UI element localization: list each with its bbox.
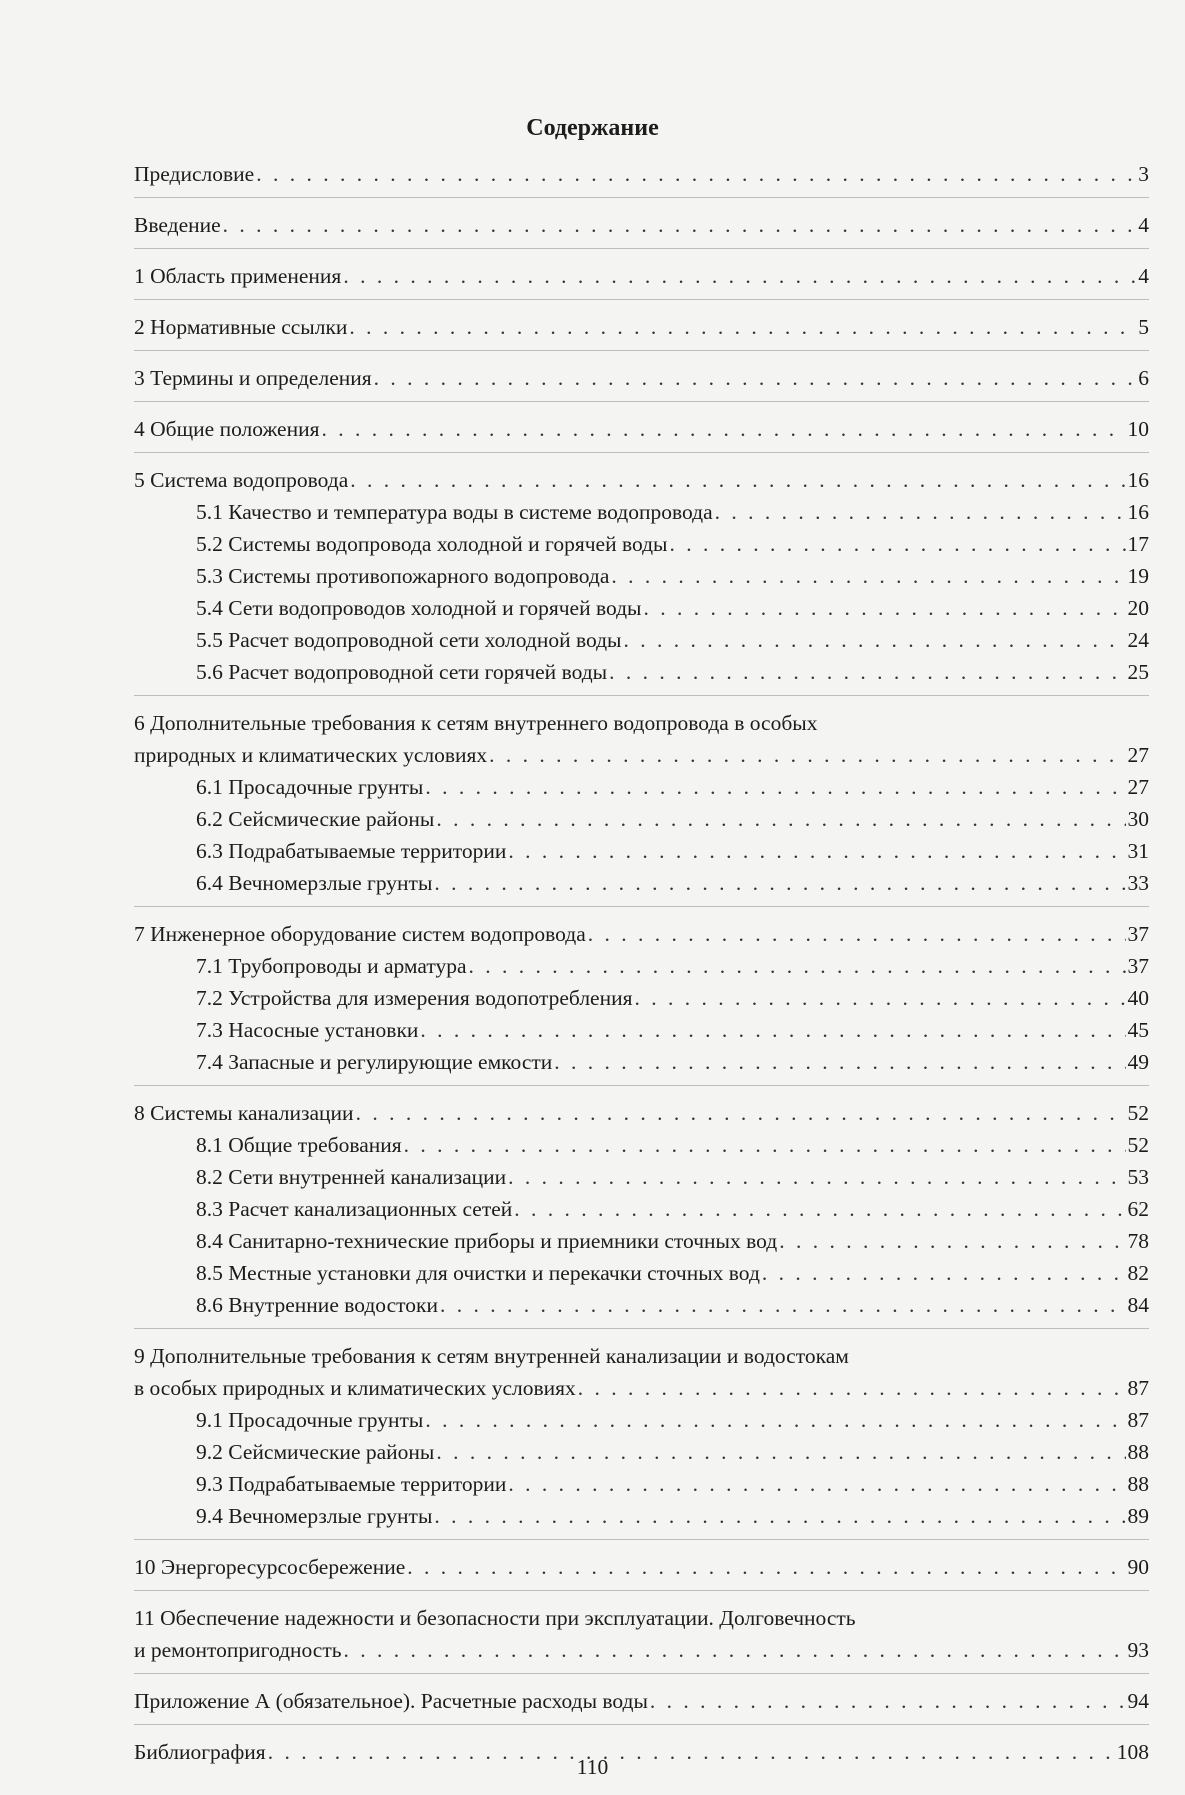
toc-subentry <box>134 1046 1149 1078</box>
dot-leader <box>588 918 1126 950</box>
toc-entry <box>134 1372 1149 1404</box>
toc-subentry <box>134 835 1149 867</box>
page-title: Содержание <box>526 115 659 141</box>
toc-subentry-page: 49 <box>1127 1050 1149 1074</box>
toc-subentry-page: 89 <box>1127 1504 1149 1528</box>
toc-group <box>134 906 1149 1085</box>
toc-group <box>134 350 1149 401</box>
toc-group <box>134 248 1149 299</box>
toc-subentry-label: 8.1 Общие требования <box>196 1133 402 1157</box>
dot-leader <box>650 1685 1126 1717</box>
toc-entry-page: 52 <box>1127 1101 1149 1125</box>
toc-entry <box>134 1685 1149 1717</box>
toc-entry-label: 1 Область применения <box>134 264 342 288</box>
toc-subentry-label: 5.3 Системы противопожарного водопровода <box>196 564 610 588</box>
dot-leader <box>469 950 1126 982</box>
toc-subentry-page: 40 <box>1127 986 1149 1010</box>
toc-subentry-label: 7.2 Устройства для измерения водопотребления <box>196 986 633 1010</box>
toc-group <box>134 1590 1149 1673</box>
toc-subentry <box>134 803 1149 835</box>
dot-leader <box>343 260 1136 292</box>
toc-entry-label: Библиография <box>134 1740 266 1764</box>
toc-entry-label-line: 9 Дополнительные требования к сетям внутренней канализации и водостокам <box>134 1344 849 1368</box>
toc-entry-label: природных и климатических условиях <box>134 743 488 767</box>
toc-entry-page: 4 <box>1138 264 1149 288</box>
toc-subentry-label: 7.1 Трубопроводы и арматура <box>196 954 467 978</box>
toc-subentry-label: 9.4 Вечномерзлые грунты <box>196 1504 433 1528</box>
toc-group <box>134 452 1149 695</box>
dot-leader <box>256 158 1136 190</box>
toc-entry <box>134 1634 1149 1666</box>
dot-leader <box>554 1046 1125 1078</box>
toc-entry-label: и ремонтопригодность <box>134 1638 342 1662</box>
dot-leader <box>611 560 1125 592</box>
toc-subentry-page: 24 <box>1127 628 1149 652</box>
toc-entry <box>134 918 1149 950</box>
toc-subentry-label: 8.6 Внутренние водостоки <box>196 1293 438 1317</box>
toc-subentry-page: 27 <box>1127 775 1149 799</box>
toc-entry-page: 4 <box>1138 213 1149 237</box>
dot-leader <box>609 656 1125 688</box>
toc-group <box>134 158 1149 197</box>
dot-leader <box>644 592 1126 624</box>
dot-leader <box>624 624 1126 656</box>
toc-subentry <box>134 560 1149 592</box>
toc-entry <box>134 1551 1149 1583</box>
dot-leader <box>436 803 1125 835</box>
dot-leader <box>404 1129 1126 1161</box>
toc-subentry <box>134 1404 1149 1436</box>
toc-subentry-page: 33 <box>1127 871 1149 895</box>
dot-leader <box>223 209 1137 241</box>
toc-subentry-label: 5.4 Сети водопроводов холодной и горячей воды <box>196 596 642 620</box>
toc-entry-page: 37 <box>1127 922 1149 946</box>
toc-entry <box>134 464 1149 496</box>
toc-entry-label: 3 Термины и определения <box>134 366 372 390</box>
toc-subentry-page: 31 <box>1127 839 1149 863</box>
dot-leader <box>508 1468 1125 1500</box>
toc-subentry <box>134 1225 1149 1257</box>
toc-subentry-label: 9.3 Подрабатываемые территории <box>196 1472 507 1496</box>
toc-entry-page: 90 <box>1127 1555 1149 1579</box>
toc-entry-label: 8 Системы канализации <box>134 1101 354 1125</box>
toc-entry <box>134 739 1149 771</box>
toc-entry-label-line: 11 Обеспечение надежности и безопасности при эксплуатации. Долговечность <box>134 1606 856 1630</box>
dot-leader <box>407 1551 1125 1583</box>
toc-entry <box>134 158 1149 190</box>
toc-entry-page: 10 <box>1127 417 1149 441</box>
dot-leader <box>508 1161 1125 1193</box>
toc-subentry-page: 78 <box>1127 1229 1149 1253</box>
toc-entry-page: 94 <box>1127 1689 1149 1713</box>
toc-subentry-page: 84 <box>1127 1293 1149 1317</box>
toc-entry-label: 5 Система водопровода <box>134 468 349 492</box>
toc-group <box>134 1673 1149 1724</box>
toc-subentry-label: 5.1 Качество и температура воды в системе водопровода <box>196 500 713 524</box>
toc-group <box>134 695 1149 906</box>
toc-group <box>134 401 1149 452</box>
toc-subentry <box>134 1193 1149 1225</box>
toc-entry-page: 3 <box>1138 162 1149 186</box>
toc-subentry-page: 37 <box>1127 954 1149 978</box>
toc-entry <box>134 1097 1149 1129</box>
toc-subentry-label: 5.5 Расчет водопроводной сети холодной воды <box>196 628 622 652</box>
toc-subentry <box>134 496 1149 528</box>
toc-entry <box>134 209 1149 241</box>
toc-subentry-label: 5.6 Расчет водопроводной сети горячей воды <box>196 660 608 684</box>
toc-subentry-label: 6.4 Вечномерзлые грунты <box>196 871 433 895</box>
toc-entry-page: 16 <box>1127 468 1149 492</box>
toc-subentry-page: 88 <box>1127 1472 1149 1496</box>
toc-entry-page: 108 <box>1116 1740 1149 1764</box>
toc-subentry-page: 88 <box>1127 1440 1149 1464</box>
toc-group <box>134 1328 1149 1539</box>
toc-subentry-page: 52 <box>1127 1133 1149 1157</box>
toc-entry-page: 5 <box>1138 315 1149 339</box>
toc-subentry-page: 20 <box>1127 596 1149 620</box>
dot-leader <box>434 867 1125 899</box>
dot-leader <box>440 1289 1126 1321</box>
toc-subentry-page: 53 <box>1127 1165 1149 1189</box>
toc-subentry <box>134 982 1149 1014</box>
toc-subentry-label: 8.5 Местные установки для очистки и перекачки сточных вод <box>196 1261 760 1285</box>
toc-subentry <box>134 656 1149 688</box>
toc-subentry-label: 8.4 Санитарно-технические приборы и приемники сточных вод <box>196 1229 778 1253</box>
toc-group <box>134 1085 1149 1328</box>
toc-subentry <box>134 1257 1149 1289</box>
toc-entry-page: 93 <box>1127 1638 1149 1662</box>
dot-leader <box>322 413 1126 445</box>
toc-entry-label: Приложение А (обязательное). Расчетные расходы воды <box>134 1689 648 1713</box>
toc-entry-page: 6 <box>1138 366 1149 390</box>
toc-subentry-label: 8.2 Сети внутренней канализации <box>196 1165 507 1189</box>
toc-entry <box>134 260 1149 292</box>
toc-subentry-page: 19 <box>1127 564 1149 588</box>
toc-subentry <box>134 592 1149 624</box>
dot-leader <box>420 1014 1125 1046</box>
dot-leader <box>356 1097 1126 1129</box>
toc-subentry <box>134 1436 1149 1468</box>
toc-subentry-page: 30 <box>1127 807 1149 831</box>
toc-subentry <box>134 1468 1149 1500</box>
toc-subentry-label: 6.1 Просадочные грунты <box>196 775 424 799</box>
toc-entry-label-line: 6 Дополнительные требования к сетям внутреннего водопровода в особых <box>134 711 818 735</box>
toc-subentry-label: 9.2 Сейсмические районы <box>196 1440 435 1464</box>
toc-group <box>134 197 1149 248</box>
toc-entry-label: Введение <box>134 213 221 237</box>
dot-leader <box>635 982 1126 1014</box>
dot-leader <box>514 1193 1125 1225</box>
toc-subentry-page: 82 <box>1127 1261 1149 1285</box>
page-number: 110 <box>576 1755 609 1779</box>
toc-subentry <box>134 1289 1149 1321</box>
toc-subentry-label: 5.2 Системы водопровода холодной и горячей воды <box>196 532 668 556</box>
toc-subentry-page: 45 <box>1127 1018 1149 1042</box>
dot-leader <box>489 739 1125 771</box>
toc-subentry <box>134 867 1149 899</box>
toc-entry-label: 7 Инженерное оборудование систем водопровода <box>134 922 586 946</box>
dot-leader <box>344 1634 1126 1666</box>
toc-subentry-label: 6.2 Сейсмические районы <box>196 807 435 831</box>
toc-entry <box>134 311 1149 343</box>
dot-leader <box>350 464 1125 496</box>
toc-entry-label: Предисловие <box>134 162 255 186</box>
dot-leader <box>425 771 1125 803</box>
dot-leader <box>508 835 1125 867</box>
dot-leader <box>374 362 1137 394</box>
toc-subentry <box>134 624 1149 656</box>
toc-subentry-label: 7.4 Запасные и регулирующие емкости <box>196 1050 553 1074</box>
toc-subentry-page: 16 <box>1127 500 1149 524</box>
toc-subentry-label: 7.3 Насосные установки <box>196 1018 419 1042</box>
dot-leader <box>434 1500 1125 1532</box>
dot-leader <box>425 1404 1125 1436</box>
toc-entry <box>134 362 1149 394</box>
toc-entry-label: 10 Энергоресурсосбережение <box>134 1555 406 1579</box>
toc-entry-label: 2 Нормативные ссылки <box>134 315 348 339</box>
toc-subentry <box>134 1500 1149 1532</box>
toc-entry-label: в особых природных и климатических условиях <box>134 1376 576 1400</box>
toc-group <box>134 1539 1149 1590</box>
dot-leader <box>715 496 1126 528</box>
toc-subentry <box>134 528 1149 560</box>
dot-leader <box>349 311 1136 343</box>
toc-group <box>134 299 1149 350</box>
toc-subentry-label: 9.1 Просадочные грунты <box>196 1408 424 1432</box>
dot-leader <box>762 1257 1126 1289</box>
toc-subentry-page: 17 <box>1127 532 1149 556</box>
dot-leader <box>436 1436 1125 1468</box>
toc-subentry <box>134 950 1149 982</box>
toc-subentry <box>134 771 1149 803</box>
toc-subentry-page: 87 <box>1127 1408 1149 1432</box>
toc-entry-label: 4 Общие положения <box>134 417 320 441</box>
toc-entry-page: 27 <box>1127 743 1149 767</box>
toc-subentry <box>134 1129 1149 1161</box>
toc-subentry-label: 6.3 Подрабатываемые территории <box>196 839 507 863</box>
toc-subentry-label: 8.3 Расчет канализационных сетей <box>196 1197 513 1221</box>
toc-entry <box>134 413 1149 445</box>
toc-entry-page: 87 <box>1127 1376 1149 1400</box>
table-of-contents <box>134 158 1149 1775</box>
toc-subentry <box>134 1161 1149 1193</box>
dot-leader <box>779 1225 1125 1257</box>
dot-leader <box>669 528 1125 560</box>
toc-subentry-page: 62 <box>1127 1197 1149 1221</box>
toc-subentry-page: 25 <box>1127 660 1149 684</box>
toc-subentry <box>134 1014 1149 1046</box>
dot-leader <box>578 1372 1126 1404</box>
